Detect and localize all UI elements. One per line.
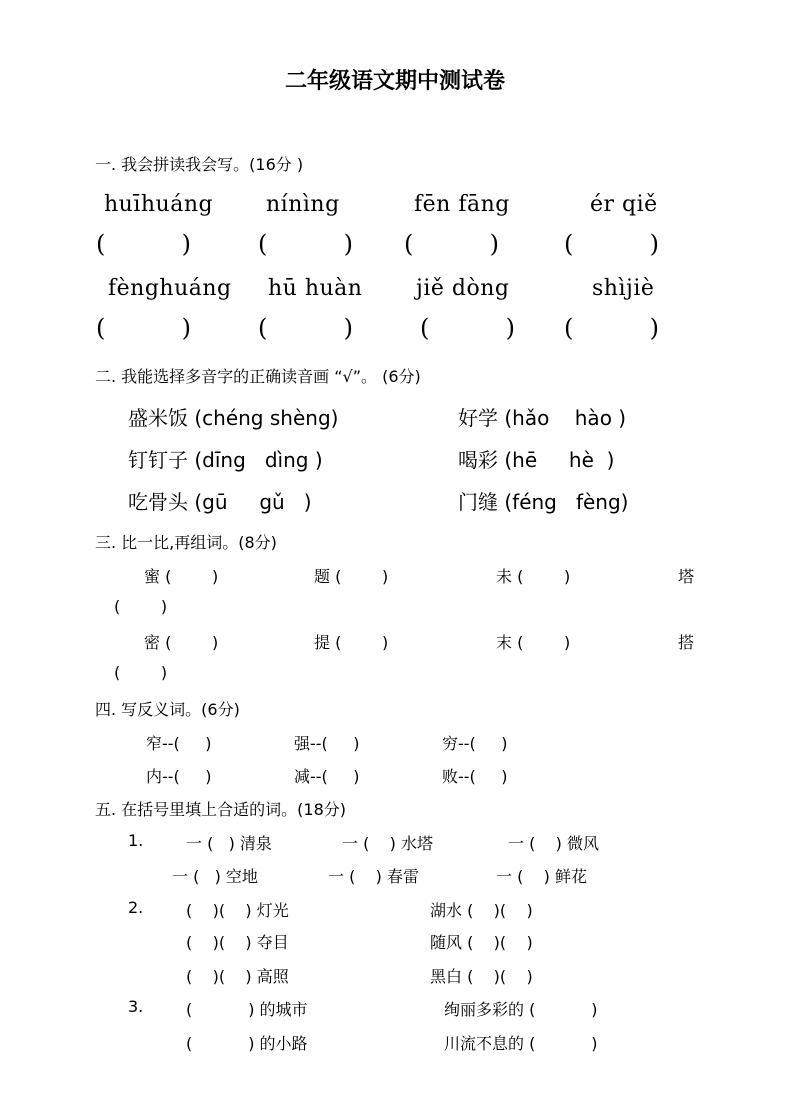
answer-blank[interactable]: ( ) (404, 230, 500, 258)
pinyin-8: shìjiè (592, 276, 655, 301)
polyphone-item[interactable]: 好学 (hǎo hào ) (458, 406, 627, 430)
polyphone-item[interactable]: 钉钉子 (dīng dìng ) (128, 448, 323, 472)
section-4-heading: 四. 写反义词。(6分) (95, 700, 240, 719)
fill-item[interactable]: 一 ( ) 水塔 (342, 834, 434, 853)
page-title: 二年级语文期中测试卷 (284, 69, 505, 94)
compare-item[interactable]: 末 ( ) (496, 633, 571, 652)
fill-item[interactable]: ( ) 的城市 (186, 1000, 308, 1019)
antonym-item[interactable]: 减--( ) (294, 767, 360, 786)
fill-item[interactable]: ( )( ) 灯光 (186, 901, 289, 920)
polyphone-item[interactable]: 喝彩 (hē hè ) (458, 448, 615, 472)
polyphone-item[interactable]: 门缝 (féng fèng) (458, 490, 629, 514)
question-number: 1. (128, 831, 144, 850)
compare-item[interactable]: 密 ( ) (144, 633, 219, 652)
pinyin-7: jiě dòng (416, 276, 510, 301)
compare-item: 塔 (678, 567, 695, 586)
answer-blank[interactable]: ( ) (258, 230, 354, 258)
section-1-heading: 一. 我会拼读我会写。(16分 ) (95, 155, 304, 174)
fill-item[interactable]: 绚丽多彩的 ( ) (444, 1000, 598, 1019)
antonym-item[interactable]: 穷--( ) (442, 734, 508, 753)
answer-blank[interactable]: ( ) (564, 230, 660, 258)
answer-blank[interactable]: ( ) (114, 597, 168, 616)
fill-item[interactable]: 川流不息的 ( ) (444, 1034, 598, 1053)
antonym-item[interactable]: 败--( ) (442, 767, 508, 786)
pinyin-4: ér qiě (590, 192, 658, 217)
answer-blank[interactable]: ( ) (420, 314, 516, 342)
polyphone-item[interactable]: 吃骨头 (gū gǔ ) (128, 490, 312, 514)
polyphone-item[interactable]: 盛米饭 (chéng shèng) (128, 406, 339, 430)
answer-blank[interactable]: ( ) (114, 663, 168, 682)
fill-item[interactable]: 黑白 ( )( ) (430, 967, 533, 986)
compare-item[interactable]: 蜜 ( ) (144, 567, 219, 586)
pinyin-1: huīhuáng (104, 192, 214, 217)
fill-item[interactable]: ( ) 的小路 (186, 1034, 308, 1053)
section-2-heading: 二. 我能选择多音字的正确读音画 “√”。 (6分) (95, 367, 421, 386)
compare-item[interactable]: 提 ( ) (314, 633, 389, 652)
pinyin-5: fènghuáng (108, 276, 232, 301)
answer-blank[interactable]: ( ) (96, 230, 192, 258)
antonym-item[interactable]: 强--( ) (294, 734, 360, 753)
answer-blank[interactable]: ( ) (96, 314, 192, 342)
answer-blank[interactable]: ( ) (564, 314, 660, 342)
pinyin-2: nínìng (266, 192, 340, 217)
pinyin-6: hū huàn (268, 276, 363, 301)
compare-item[interactable]: 未 ( ) (496, 567, 571, 586)
question-number: 2. (128, 898, 144, 917)
fill-item[interactable]: ( )( ) 高照 (186, 967, 289, 986)
fill-item[interactable]: 湖水 ( )( ) (430, 901, 533, 920)
compare-item[interactable]: 题 ( ) (314, 567, 389, 586)
antonym-item[interactable]: 窄--( ) (146, 734, 212, 753)
fill-item[interactable]: 一 ( ) 鲜花 (496, 867, 588, 886)
answer-blank[interactable]: ( ) (258, 314, 354, 342)
section-3-heading: 三. 比一比,再组词。(8分) (95, 533, 277, 552)
question-number: 3. (128, 997, 144, 1016)
fill-item[interactable]: ( )( ) 夺目 (186, 933, 289, 952)
fill-item[interactable]: 一 ( ) 春雷 (328, 867, 420, 886)
section-5-heading: 五. 在括号里填上合适的词。(18分) (95, 800, 347, 819)
compare-item: 搭 (678, 633, 695, 652)
pinyin-3: fēn fāng (414, 192, 510, 217)
fill-item[interactable]: 一 ( ) 微风 (508, 834, 600, 853)
antonym-item[interactable]: 内--( ) (146, 767, 212, 786)
fill-item[interactable]: 随风 ( )( ) (430, 933, 533, 952)
fill-item[interactable]: 一 ( ) 清泉 (186, 834, 272, 853)
fill-item[interactable]: 一 ( ) 空地 (172, 867, 258, 886)
